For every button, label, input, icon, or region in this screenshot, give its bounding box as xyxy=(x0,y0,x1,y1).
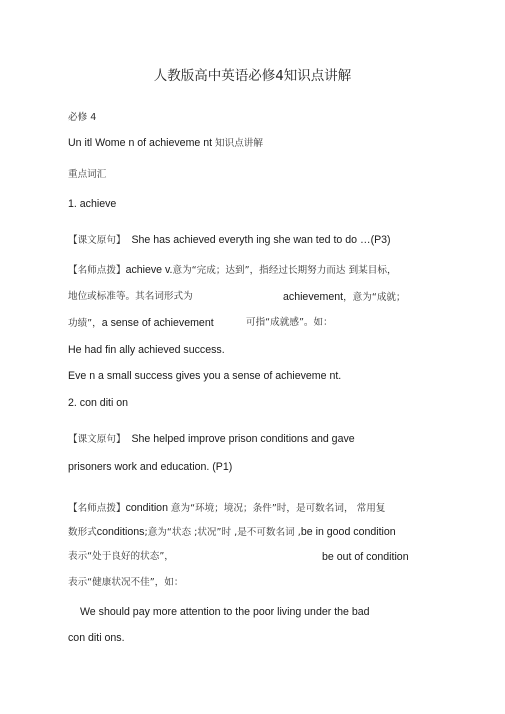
source-text: She has achieved everyth ing she wan ted to do … xyxy=(131,234,371,246)
section-heading: 重点词汇 xyxy=(68,169,107,180)
tips-text-en: achievement xyxy=(283,291,344,303)
source-sentence xyxy=(68,432,355,447)
item-heading: 1. achieve xyxy=(68,198,117,210)
source-sentence xyxy=(68,233,391,248)
tips-text-cn: 功绩”， xyxy=(68,318,102,329)
tips-line xyxy=(283,290,406,305)
source-text: She helped improve prison conditions and gave xyxy=(131,433,355,445)
example-sentence: con diti ons. xyxy=(68,632,125,644)
unit-line xyxy=(68,136,263,151)
source-tag: 【课文原句】 xyxy=(68,235,126,246)
tips-line: 表示“健康状况不佳”，如： xyxy=(68,577,184,588)
example-sentence: We should pay more attention to the poor living under the bad xyxy=(80,606,370,618)
tips-text-en: be in good condition xyxy=(300,526,396,538)
tips-line xyxy=(68,263,397,278)
tips-line xyxy=(68,501,385,516)
tips-line: 表示“处于良好的状态”， xyxy=(68,551,174,562)
unit-subtitle: 知识点讲解 xyxy=(215,138,263,149)
source-tag: 【课文原句】 xyxy=(68,434,126,445)
tips-text-en: a sense of achievement xyxy=(101,317,214,329)
unit-title: Un itl Wome n of achieveme nt xyxy=(68,137,213,149)
tips-line: be out of condition xyxy=(322,551,409,563)
tips-tag: 【名师点拨】 xyxy=(68,503,126,514)
tips-line: 可指“成就感”。如： xyxy=(246,317,333,328)
tips-text-cn: 意为“完成；达到”，指经过长期努力而达 到某目标， xyxy=(172,265,397,276)
document-title: 人教版高中英语必修4知识点讲解 xyxy=(153,68,352,84)
tips-text-en: conditions xyxy=(96,526,145,538)
tips-text-cn: ，意为“成就； xyxy=(343,292,406,303)
tips-text-cn: 数形式 xyxy=(68,527,97,538)
tips-text-en: achieve v. xyxy=(125,264,173,276)
tips-line xyxy=(68,316,214,331)
source-sentence: prisoners work and education. (P1) xyxy=(68,461,233,473)
source-ref: (P3) xyxy=(370,234,391,246)
module-label: 必修 4 xyxy=(68,112,97,123)
tips-line xyxy=(68,525,396,540)
tips-text-en: condition xyxy=(125,502,168,514)
tips-text-cn: 意为“环境；境况；条件”时，是可数名词， 常用复 xyxy=(170,503,386,514)
tips-text-cn: ;意为“状态 ;状况”时 ,是不可数名词 , xyxy=(144,527,301,538)
example-sentence: Eve n a small success gives you a sense of achieveme nt. xyxy=(68,370,342,382)
tips-line: 地位或标准等。其名词形式为 xyxy=(68,291,193,302)
item-heading: 2. con diti on xyxy=(68,397,129,409)
example-sentence: He had fin ally achieved success. xyxy=(68,344,225,356)
tips-tag: 【名师点拨】 xyxy=(68,265,126,276)
